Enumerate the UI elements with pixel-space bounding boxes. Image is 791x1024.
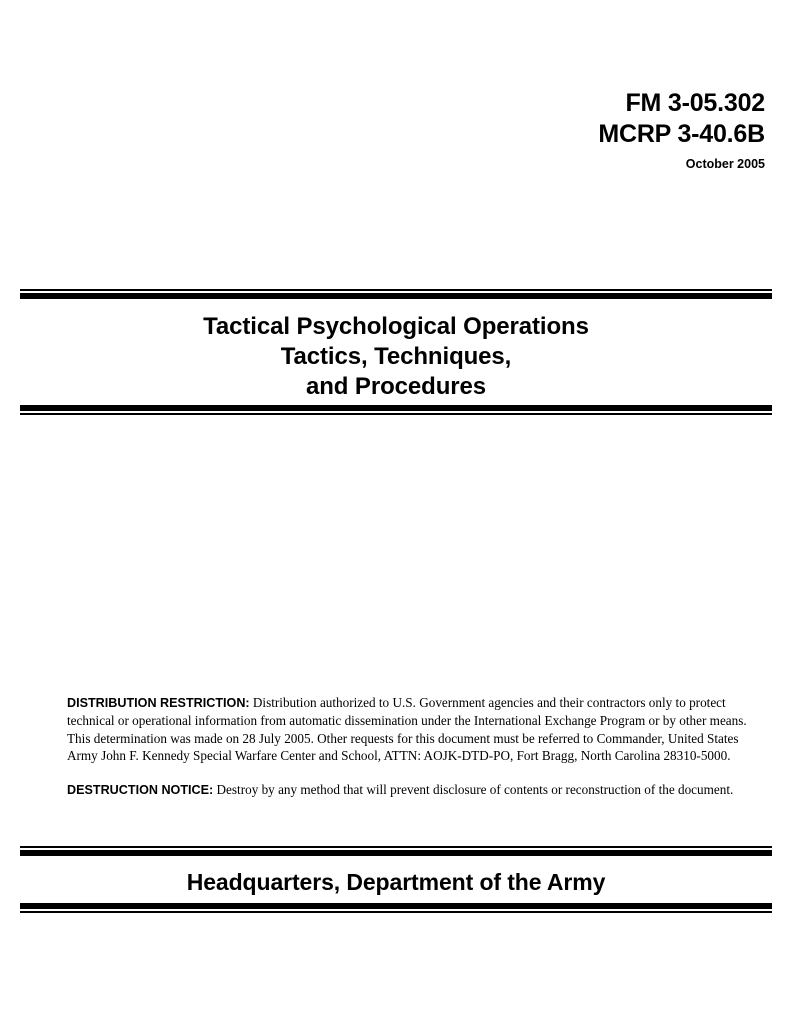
page-title-line-3: and Procedures [306,373,486,400]
title-rule-top [20,289,772,299]
page-title [20,312,772,402]
rule-thin-line [20,413,772,415]
destruction-notice-label: DESTRUCTION NOTICE: [67,782,214,797]
rule-thick-line [20,850,772,856]
rule-thick-line [20,293,772,299]
distribution-restriction-notice [67,694,753,765]
publication-date: October 2005 [685,157,765,171]
footer-rule-bottom [20,903,772,913]
footer-rule-top [20,846,772,856]
rule-thin-line [20,911,772,913]
notices-block [67,694,753,799]
destruction-notice [67,781,753,799]
destruction-notice-text: Destroy by any method that will prevent disclosure of contents or reconstruction of the document. [213,781,734,797]
page-title-line-1: Tactical Psychological Operations [203,313,589,340]
distribution-restriction-text: Distribution authorized to U.S. Government agencies and their contractors only to protect technical or operational information from automatic dissemination under the International Exchange Program or by other means. This determination was made on 28 July 2005. Other requests for this document must be referred to Commander, United States Army John F. Kennedy Special Warfare Center and School, ATTN: AOJK-DTD-PO, Fort Bragg, North Carolina 28310-5000. [67,695,747,764]
page-title-line-2: Tactics, Techniques, [280,343,512,370]
title-rule-bottom [20,405,772,415]
publishing-agency: Headquarters, Department of the Army [186,869,606,895]
publication-number-primary: FM 3-05.302 [625,89,765,117]
distribution-restriction-label: DISTRIBUTION RESTRICTION: [67,696,250,710]
publication-number-secondary: MCRP 3-40.6B [598,120,765,148]
publication-header [0,88,765,173]
